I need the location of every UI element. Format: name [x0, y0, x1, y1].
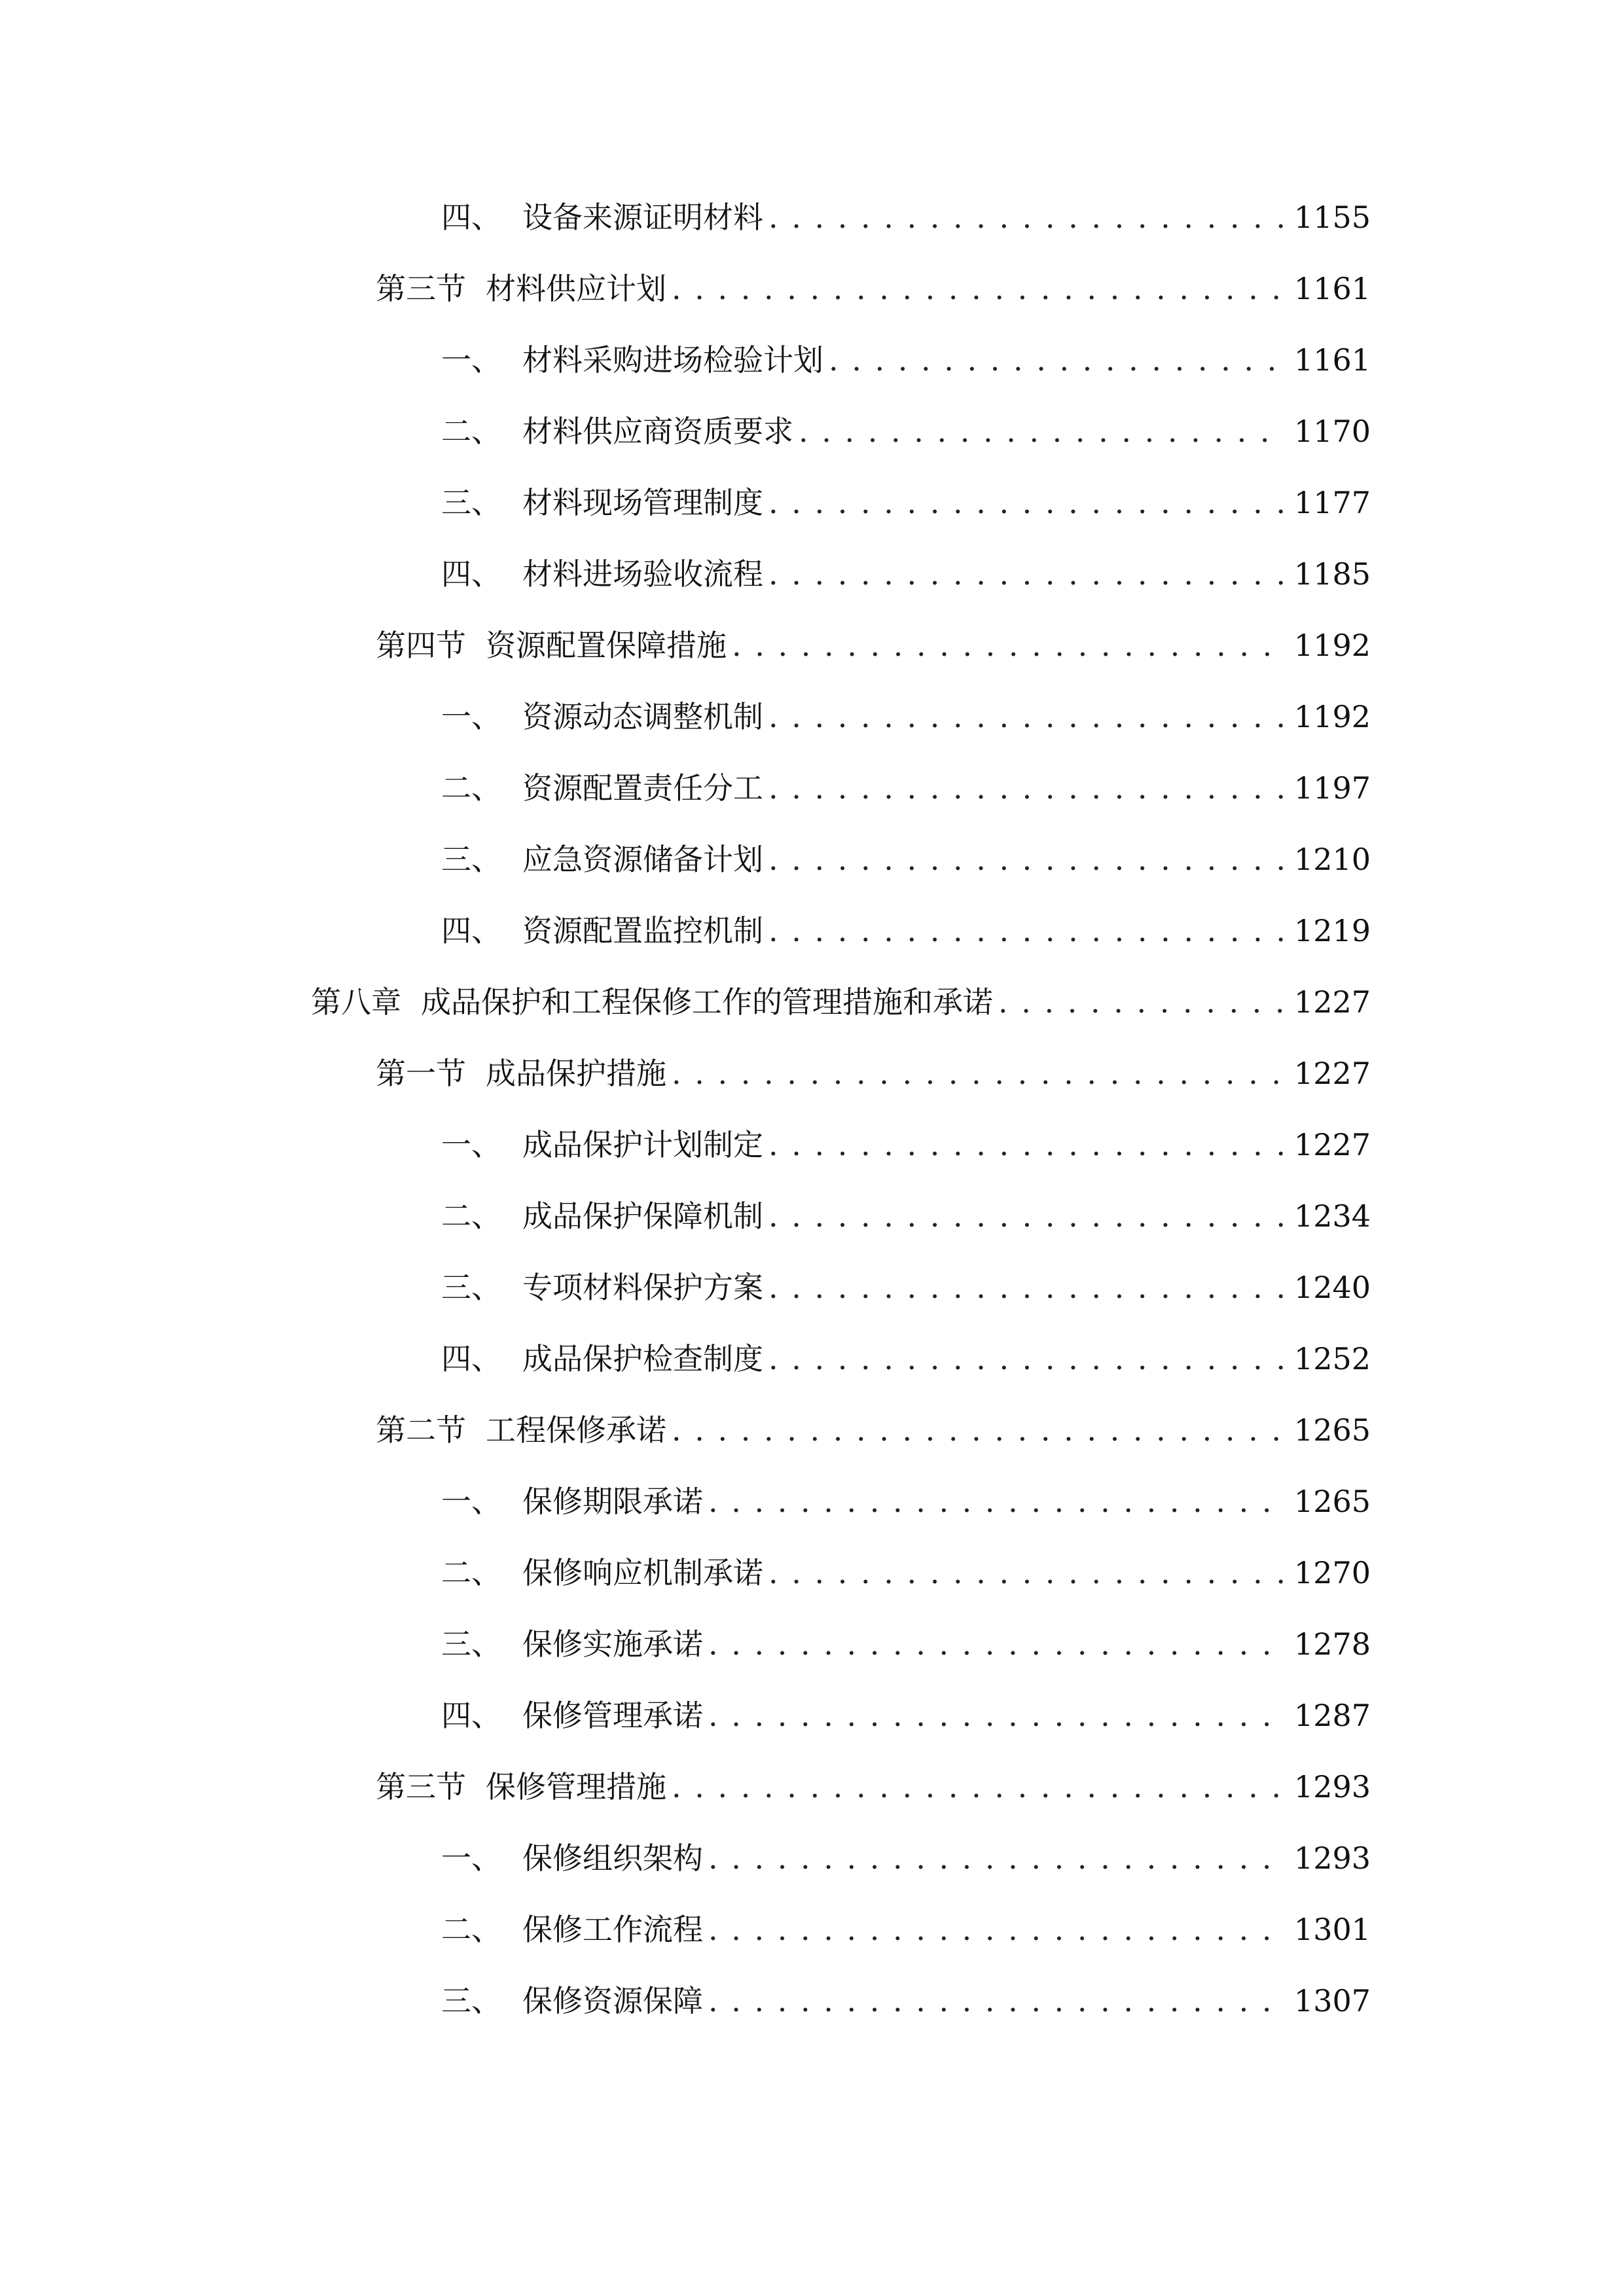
toc-entry-page: 1265	[1293, 1484, 1371, 1519]
toc-entry-number: 三、	[441, 485, 501, 520]
toc-entry-number: 三、	[441, 1270, 501, 1305]
toc-entry-title: 保修管理措施	[486, 1769, 666, 1804]
toc-entry-number: 四、	[441, 1341, 501, 1376]
toc-entry-page: 1155	[1293, 200, 1371, 235]
toc-entry[interactable]	[376, 1761, 1371, 1813]
toc-entry-page: 1252	[1293, 1341, 1371, 1376]
toc-entry-page: 1270	[1293, 1555, 1371, 1590]
toc-entry-number: 一、	[441, 699, 501, 734]
toc-entry-number: 二、	[441, 1555, 501, 1590]
toc-entry-title: 资源配置监控机制	[522, 913, 763, 948]
dot-leader	[708, 1475, 1285, 1528]
dot-leader	[768, 548, 1285, 600]
dot-leader	[672, 262, 1285, 315]
toc-entry[interactable]	[441, 691, 1371, 743]
dot-leader	[672, 1047, 1285, 1100]
toc-entry[interactable]	[441, 334, 1371, 386]
toc-entry-page: 1210	[1293, 842, 1371, 877]
toc-entry[interactable]	[441, 1261, 1371, 1314]
toc-entry[interactable]	[441, 1333, 1371, 1385]
toc-entry-number: 一、	[441, 1484, 501, 1519]
toc-entry[interactable]	[441, 1689, 1371, 1742]
toc-entry-page: 1227	[1293, 1127, 1371, 1162]
toc-entry[interactable]	[376, 1404, 1371, 1456]
toc-entry-page: 1227	[1293, 984, 1371, 1020]
dot-leader	[708, 1618, 1285, 1670]
toc-entry-title: 保修组织架构	[522, 1840, 703, 1876]
toc-entry[interactable]	[441, 762, 1371, 814]
toc-entry[interactable]	[441, 1975, 1371, 2027]
toc-entry-page: 1185	[1293, 556, 1371, 592]
toc-entry-title: 材料现场管理制度	[522, 485, 763, 520]
toc-entry-title: 成品保护计划制定	[522, 1127, 763, 1162]
toc-entry-number: 第二节	[376, 1412, 466, 1448]
toc-entry-title: 保修实施承诺	[522, 1626, 703, 1662]
toc-entry-page: 1287	[1293, 1698, 1371, 1733]
toc-entry-number: 四、	[441, 200, 501, 235]
toc-entry-title: 资源配置保障措施	[486, 628, 727, 663]
toc-entry-page: 1192	[1293, 699, 1371, 734]
toc-entry-title: 资源动态调整机制	[522, 699, 763, 734]
toc-entry[interactable]	[376, 262, 1371, 315]
toc-entry-number: 二、	[441, 1198, 501, 1234]
toc-entry-page: 1177	[1293, 485, 1371, 520]
toc-entry[interactable]	[441, 1618, 1371, 1670]
toc-entry-number: 三、	[441, 842, 501, 877]
toc-entry-title: 保修期限承诺	[522, 1484, 703, 1519]
toc-entry-page: 1278	[1293, 1626, 1371, 1662]
dot-leader	[998, 976, 1285, 1028]
dot-leader	[768, 1261, 1285, 1314]
toc-entry-page: 1240	[1293, 1270, 1371, 1305]
toc-entry[interactable]	[441, 1190, 1371, 1242]
toc-entry-page: 1161	[1293, 271, 1371, 306]
dot-leader	[732, 619, 1285, 672]
toc-entry-title: 材料采购进场检验计划	[522, 342, 823, 378]
dot-leader	[768, 833, 1285, 886]
dot-leader	[768, 691, 1285, 743]
toc-entry-title: 保修响应机制承诺	[522, 1555, 763, 1590]
toc-entry-number: 第四节	[376, 628, 466, 663]
toc-entry[interactable]	[376, 1047, 1371, 1100]
toc-entry-page: 1197	[1293, 770, 1371, 806]
toc-entry-number: 四、	[441, 1698, 501, 1733]
toc-entry-number: 第一节	[376, 1056, 466, 1091]
toc-entry-title: 材料进场验收流程	[522, 556, 763, 592]
toc-entry-title: 工程保修承诺	[486, 1412, 666, 1448]
toc-entry[interactable]	[376, 619, 1371, 672]
toc-entry-title: 应急资源储备计划	[522, 842, 763, 877]
toc-entry[interactable]	[441, 1903, 1371, 1956]
toc-entry-number: 第八章	[311, 984, 401, 1020]
toc-entry-title: 资源配置责任分工	[522, 770, 763, 806]
dot-leader	[768, 762, 1285, 814]
toc-entry[interactable]	[441, 905, 1371, 957]
toc-entry-page: 1219	[1293, 913, 1371, 948]
toc-entry-number: 二、	[441, 414, 501, 449]
toc-entry-number: 二、	[441, 1912, 501, 1947]
toc-entry-number: 四、	[441, 913, 501, 948]
dot-leader	[829, 334, 1285, 386]
toc-entry[interactable]	[311, 976, 1371, 1028]
toc-entry-title: 保修资源保障	[522, 1983, 703, 2018]
toc-entry-page: 1265	[1293, 1412, 1371, 1448]
toc-entry-title: 成品保护措施	[486, 1056, 666, 1091]
toc-entry-page: 1170	[1293, 414, 1371, 449]
dot-leader	[672, 1404, 1285, 1456]
toc-entry-title: 材料供应计划	[486, 271, 666, 306]
toc-entry[interactable]	[441, 1119, 1371, 1171]
toc-entry-number: 四、	[441, 556, 501, 592]
dot-leader	[768, 1547, 1285, 1599]
dot-leader	[768, 476, 1285, 529]
toc-entry-page: 1192	[1293, 628, 1371, 663]
toc-entry-number: 第三节	[376, 271, 466, 306]
toc-entry-page: 1293	[1293, 1769, 1371, 1804]
dot-leader	[708, 1975, 1285, 2027]
dot-leader	[799, 405, 1285, 457]
toc-entry-number: 一、	[441, 1840, 501, 1876]
toc-entry-number: 一、	[441, 342, 501, 378]
dot-leader	[768, 905, 1285, 957]
toc-entry[interactable]	[441, 405, 1371, 457]
toc-entry-title: 保修工作流程	[522, 1912, 703, 1947]
dot-leader	[708, 1903, 1285, 1956]
toc-entry-title: 保修管理承诺	[522, 1698, 703, 1733]
toc-entry[interactable]	[441, 191, 1371, 243]
dot-leader	[672, 1761, 1285, 1813]
toc-entry[interactable]	[441, 833, 1371, 886]
toc-entry[interactable]	[441, 476, 1371, 529]
toc-entry-number: 一、	[441, 1127, 501, 1162]
toc-entry-title: 成品保护保障机制	[522, 1198, 763, 1234]
dot-leader	[768, 191, 1285, 243]
toc-entry-number: 二、	[441, 770, 501, 806]
toc-entry-page: 1307	[1293, 1983, 1371, 2018]
toc-entry-page: 1293	[1293, 1840, 1371, 1876]
toc-entry-title: 成品保护和工程保修工作的管理措施和承诺	[421, 984, 993, 1020]
toc-entry-number: 三、	[441, 1983, 501, 2018]
toc-entry-page: 1161	[1293, 342, 1371, 378]
toc-entry[interactable]	[441, 1475, 1371, 1528]
toc-entry-page: 1301	[1293, 1912, 1371, 1947]
toc-entry-page: 1227	[1293, 1056, 1371, 1091]
toc-entry[interactable]	[441, 1547, 1371, 1599]
toc-entry[interactable]	[441, 1832, 1371, 1884]
dot-leader	[708, 1689, 1285, 1742]
toc-entry-title: 材料供应商资质要求	[522, 414, 793, 449]
toc-entry-title: 设备来源证明材料	[522, 200, 763, 235]
toc-entry-number: 第三节	[376, 1769, 466, 1804]
toc-entry-title: 成品保护检查制度	[522, 1341, 763, 1376]
toc-entry[interactable]	[441, 548, 1371, 600]
dot-leader	[768, 1333, 1285, 1385]
dot-leader	[768, 1119, 1285, 1171]
dot-leader	[708, 1832, 1285, 1884]
toc-entry-number: 三、	[441, 1626, 501, 1662]
dot-leader	[768, 1190, 1285, 1242]
toc-entry-title: 专项材料保护方案	[522, 1270, 763, 1305]
toc-entry-page: 1234	[1293, 1198, 1371, 1234]
